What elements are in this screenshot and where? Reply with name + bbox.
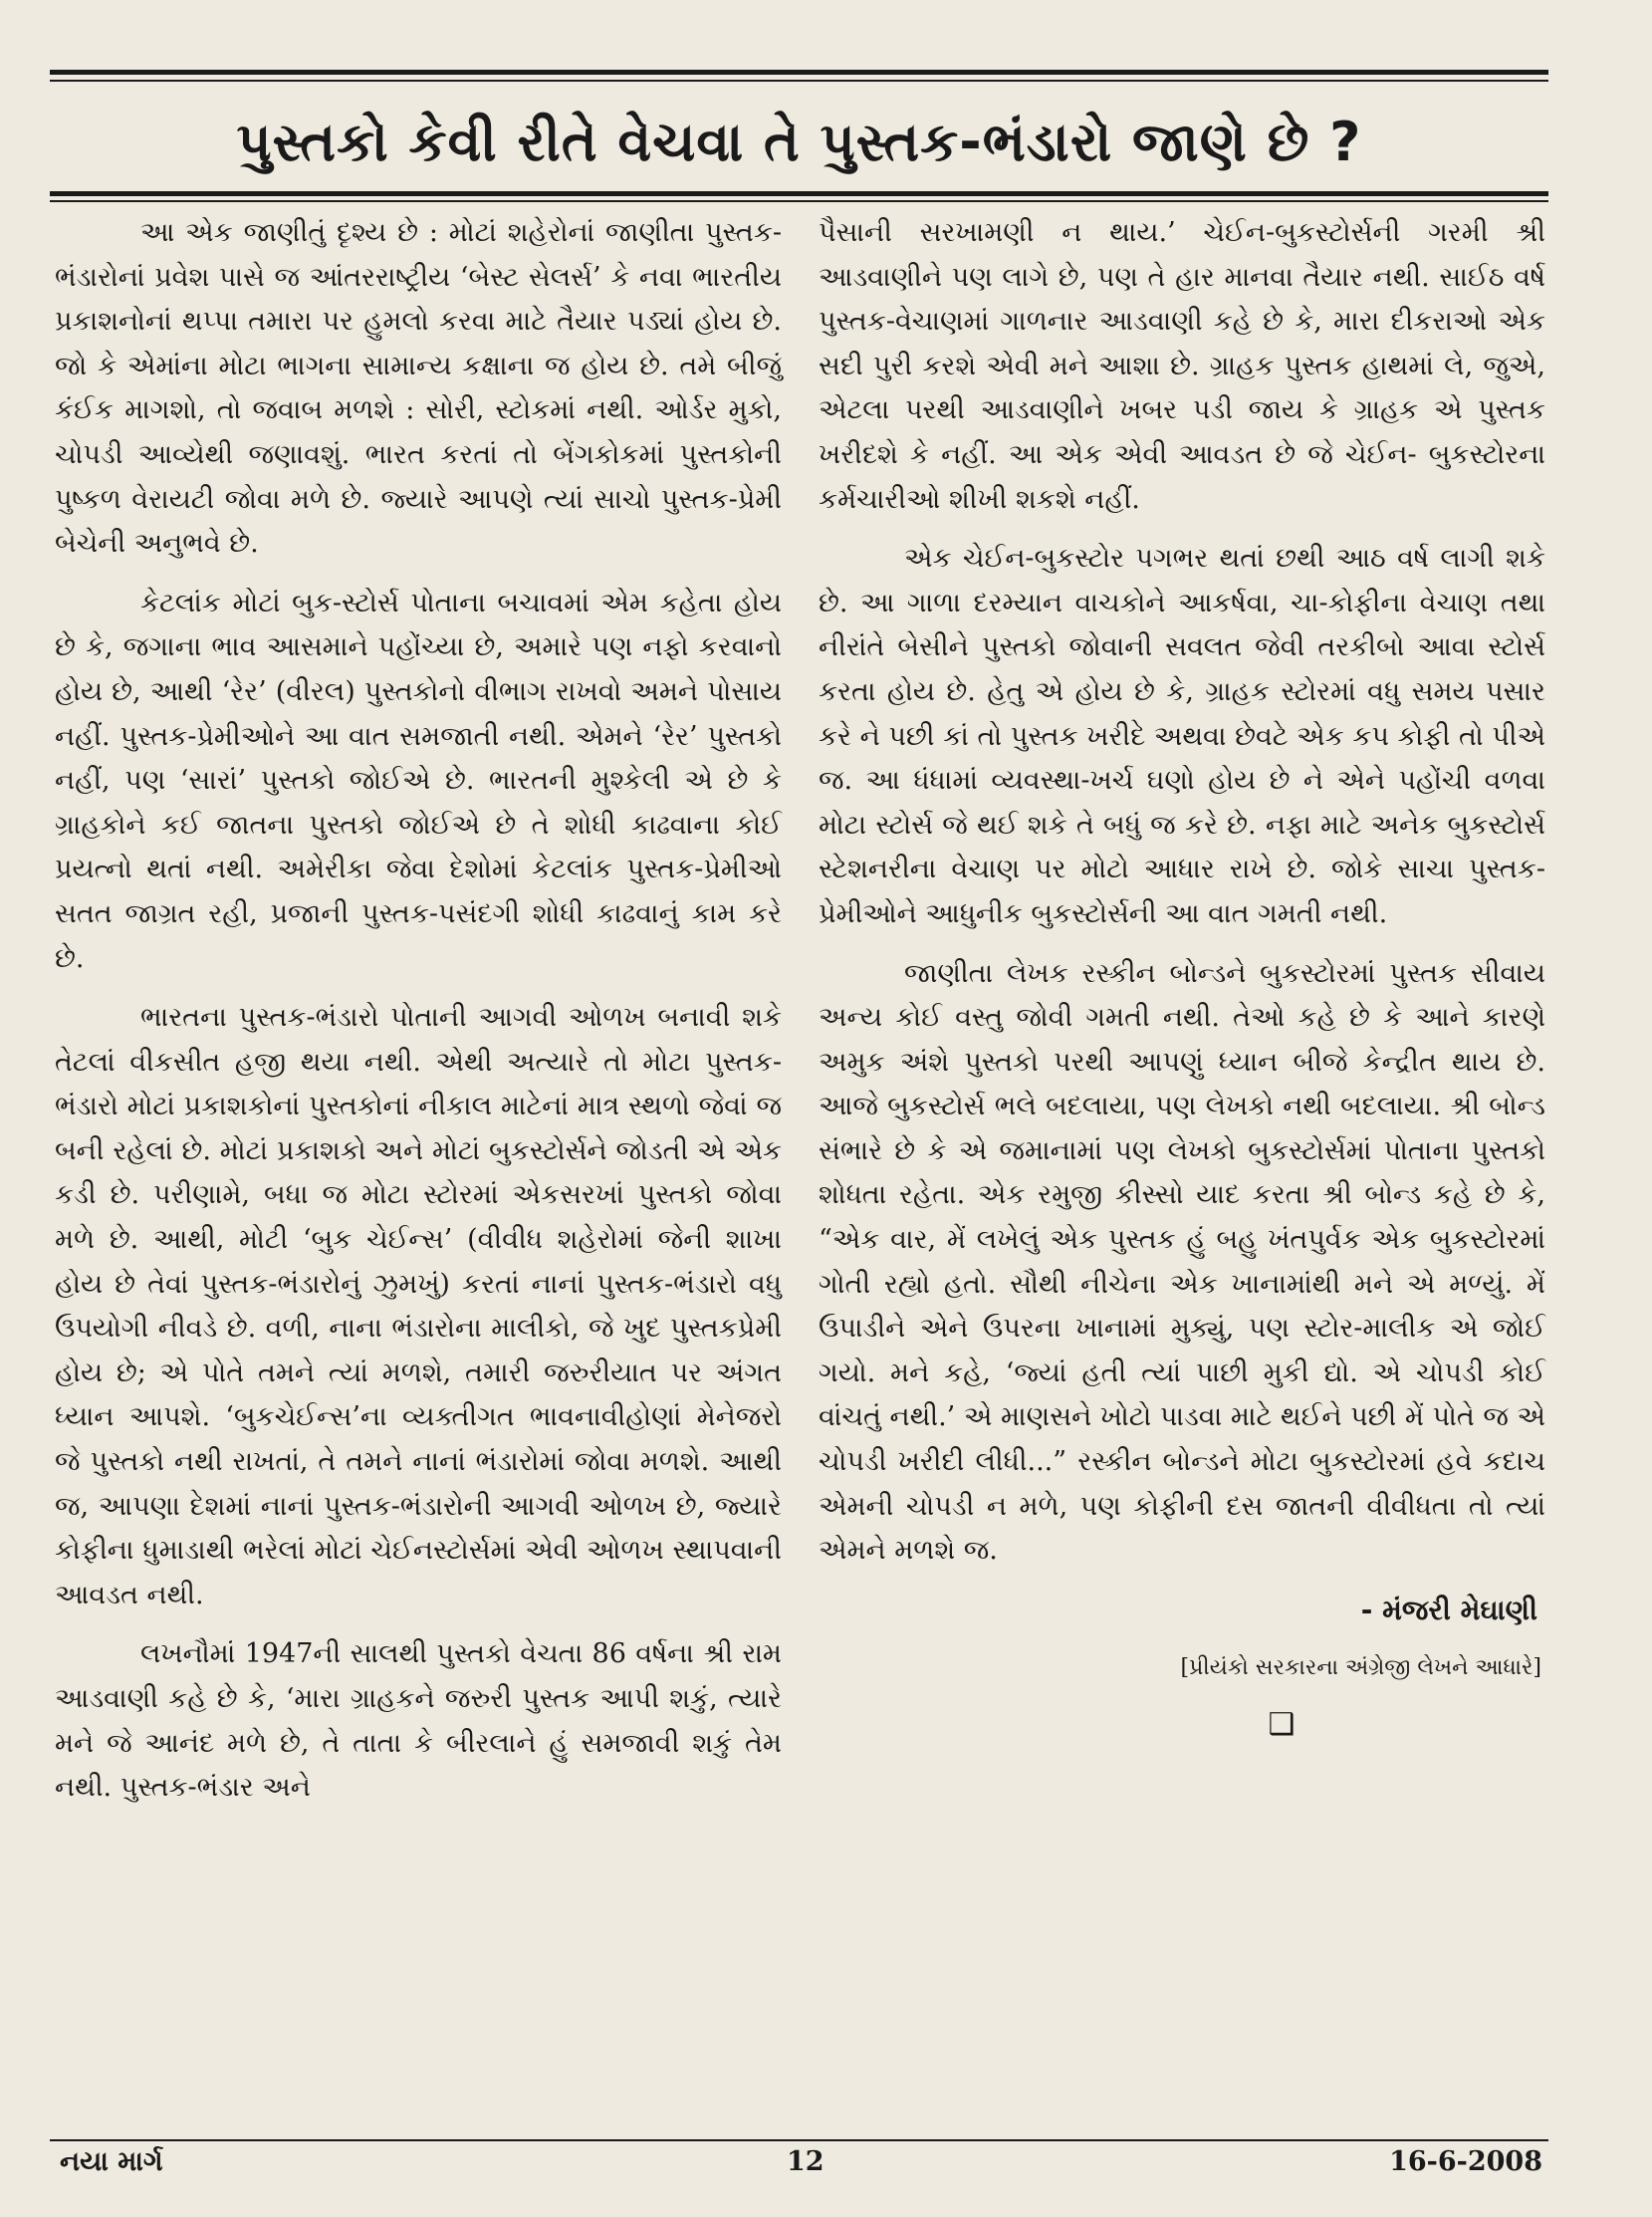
footer-magazine-name: નયા માર્ગ	[60, 2146, 163, 2177]
top-rule-thick	[50, 70, 1548, 75]
title-rule-thin	[50, 200, 1548, 202]
top-rule-thin	[50, 80, 1548, 82]
article-title: પુસ્તકો કેવી રીતે વેચવા તે પુસ્તક-ભંડારો જાણે છે ?	[236, 111, 1362, 173]
title-rule-thick	[50, 191, 1548, 196]
footer-page-number: 12	[787, 2146, 825, 2177]
source-note: [પ્રીયંકો સરકારના અંગ્રેજી લેખને આધારે]	[1180, 1655, 1541, 1681]
paragraph: ભારતના પુસ્તક-ભંડારો પોતાની આગવી ઓળખ બનાવી શકે તેટલાં વીકસીત હજી થયા નથી. એથી અત્યારે તો મોટા પુસ્તક-ભંડારો મોટાં પ્રકાશકોનાં પુસ્તકોનાં નીકાલ માટેનાં માત્ર સ્થળો જેવાં જ બની રહેલાં છે. મોટાં પ્રકાશકો અને મોટાં બુકસ્ટોર્સને જોડતી એ એક કડી છે. પરીણામે, બધા જ મોટા સ્ટોરમાં એકસરખાં પુસ્તકો જોવા મળે છે. આથી, મોટી ‘બુક ચેઈન્સ’ (વીવીધ શહેરોમાં જેની શાખા હોય છે તેવાં પુસ્તક-ભંડારોનું ઝુમખું) કરતાં નાનાં પુસ્તક-ભંડારો વધુ ઉપયોગી નીવડે છે. વળી, નાના ભંડારોના માલીકો, જે ખુદ પુસ્તકપ્રેમી હોય છે; એ પોતે તમને ત્યાં મળશે, તમારી જરુરીયાત પર અંગત ધ્યાન આપશે. ‘બુકચેઈન્સ’ના વ્યક્તીગત ભાવનાવીહોણાં મેનેજરો જે પુસ્તકો નથી રાખતાં, તે તમને નાનાં ભંડારોમાં જોવા મળશે. આથી જ, આપણા દેશમાં નાનાં પુસ્તક-ભંડારોની આગવી ઓળખ છે, જ્યારે કોફીના ધુમાડાથી ભરેલાં મોટાં ચેઈનસ્ટોર્સમાં એવી ઓળખ સ્થાપવાની આવડત નથી.	[55, 1002, 782, 1610]
paragraph: જાણીતા લેખક રસ્કીન બોન્ડને બુકસ્ટોરમાં પુસ્તક સીવાય અન્ય કોઈ વસ્તુ જોવી ગમતી નથી. તેઓ કહે છે કે આને કારણે અમુક અંશે પુસ્તકો પરથી આપણું ધ્યાન બીજે કેન્દ્રીત થાય છે. આજે બુકસ્ટોર્સ ભલે બદલાયા, પણ લેખકો નથી બદલાયા. શ્રી બોન્ડ સંભારે છે કે એ જમાનામાં પણ લેખકો બુકસ્ટોર્સમાં પોતાના પુસ્તકો શોધતા રહેતા. એક રમુજી કીસ્સો યાદ કરતા શ્રી બોન્ડ કહે છે કે, “એક વાર, મેં લખેલું એક પુસ્તક હું બહુ ખંતપુર્વક એક બુકસ્ટોરમાં ગોતી રહ્યો હતો. સૌથી નીચેના એક ખાનામાંથી મને એ મળ્યું. મેં ઉપાડીને એને ઉપરના ખાનામાં મુક્યું, પણ સ્ટોર-માલીક એ જોઈ ગયો. મને કહે, ‘જ્યાં હતી ત્યાં પાછી મુકી દ્યો. એ ચોપડી કોઈ વાંચતું નથી.’ એ માણસને ખોટો પાડવા માટે થઈને પછી મેં પોતે જ એ ચોપડી ખરીદી લીધી...” રસ્કીન બોન્ડને મોટા બુકસ્ટોરમાં હવે કદાચ એમની ચોપડી ન મળે, પણ કોફીની દસ જાતની વીવીધતા તો ત્યાં એમને મળશે જ.	[819, 957, 1545, 1567]
paragraph: એક ચેઈન-બુકસ્ટોર પગભર થતાં છથી આઠ વર્ષ લાગી શકે છે. આ ગાળા દરમ્યાન વાચકોને આકર્ષવા, ચા-કોફીના વેચાણ તથા નીરાંતે બેસીને પુસ્તકો જોવાની સવલત જેવી તરકીબો આવા સ્ટોર્સ કરતા હોય છે. હેતુ એ હોય છે કે, ગ્રાહક સ્ટોરમાં વધુ સમય પસાર કરે ને પછી કાં તો પુસ્તક ખરીદે અથવા છેવટે એક કપ કોફી તો પીએ જ. આ ધંધામાં વ્યવસ્થા-ખર્ચ ઘણો હોય છે ને એને પહોંચી વળવા મોટા સ્ટોર્સ જે થઈ શકે તે બધું જ કરે છે. નફા માટે અનેક બુકસ્ટોર્સ સ્ટેશનરીના વેચાણ પર મોટો આધાર રાખે છે. જોકે સાચા પુસ્તક-પ્રેમીઓને આધુનીક બુકસ્ટોર્સની આ વાત ગમતી નથી.	[819, 543, 1545, 929]
paragraph: કેટલાંક મોટાં બુક-સ્ટોર્સ પોતાના બચાવમાં એમ કહેતા હોય છે કે, જગાના ભાવ આસમાને પહોંચ્યા છે, અમારે પણ નફો કરવાનો હોય છે, આથી ‘રેર’ (વીરલ) પુસ્તકોનો વીભાગ રાખવો અમને પોસાય નહીં. પુસ્તક-પ્રેમીઓને આ વાત સમજાતી નથી. એમને ‘રેર’ પુસ્તકો નહીં, પણ ‘સારાં’ પુસ્તકો જોઈએ છે. ભારતની મુશ્કેલી એ છે કે ગ્રાહકોને કઈ જાતના પુસ્તકો જોઈએ છે તે શોધી કાઢવાના કોઈ પ્રયત્નો થતાં નથી. અમેરીકા જેવા દેશોમાં કેટલાંક પુસ્તક-પ્રેમીઓ સતત જાગ્રત રહી, પ્રજાની પુસ્તક-પસંદગી શોધી કાઢવાનું કામ કરે છે.	[55, 587, 782, 974]
end-of-article-mark: ❑	[1268, 1707, 1296, 1742]
article-column-left	[55, 211, 782, 1826]
paragraph: આ એક જાણીતું દૃશ્ય છે : મોટાં શહેરોનાં જાણીતા પુસ્તક-ભંડારોનાં પ્રવેશ પાસે જ આંતરરાષ્ટ્રીય ‘બેસ્ટ સેલર્સ’ કે નવા ભારતીય પ્રકાશનોનાં થપ્પા તમારા પર હુમલો કરવા માટે તૈયાર પડ્યાં હોય છે. જો કે એમાંના મોટા ભાગના સામાન્ય કક્ષાના જ હોય છે. તમે બીજું કંઈક માગશો, તો જવાબ મળશે : સોરી, સ્ટોકમાં નથી. ઓર્ડર મુકો, ચોપડી આવ્યેથી જણાવશું. ભારત કરતાં તો બેંગકોકમાં પુસ્તકોની પુષ્કળ વેરાયટી જોવા મળે છે. જ્યારે આપણે ત્યાં સાચો પુસ્તક-પ્રેમી બેચેની અનુભવે છે.	[55, 217, 782, 560]
article-column-right	[819, 211, 1545, 1748]
footer-rule	[50, 2139, 1548, 2141]
footer-date: 16-6-2008	[1389, 2146, 1542, 2177]
author-credit: - મંજરી મેઘાણી	[1360, 1593, 1537, 1626]
paragraph: પૈસાની સરખામણી ન થાય.’ ચેઈન-બુકસ્ટોર્સની ગરમી શ્રી આડવાણીને પણ લાગે છે, પણ તે હાર માનવા તૈયાર નથી. સાઈઠ વર્ષ પુસ્તક-વેચાણમાં ગાળનાર આડવાણી કહે છે કે, મારા દીકરાઓ એક સદી પુરી કરશે એવી મને આશા છે. ગ્રાહક પુસ્તક હાથમાં લે, જુએ, એટલા પરથી આડવાણીને ખબર પડી જાય કે ગ્રાહક એ પુસ્તક ખરીદશે કે નહીં. આ એક એવી આવડત છે જે ચેઈન- બુકસ્ટોરના કર્મચારીઓ શીખી શકશે નહીં.	[819, 217, 1545, 515]
paragraph: લખનૌમાં 1947ની સાલથી પુસ્તકો વેચતા 86 વર્ષના શ્રી રામ આડવાણી કહે છે કે, ‘મારા ગ્રાહકને જરુરી પુસ્તક આપી શકું, ત્યારે મને જે આનંદ મળે છે, તે તાતા કે બીરલાને હું સમજાવી શકું તેમ નથી. પુસ્તક-ભંડાર અને	[55, 1638, 782, 1804]
